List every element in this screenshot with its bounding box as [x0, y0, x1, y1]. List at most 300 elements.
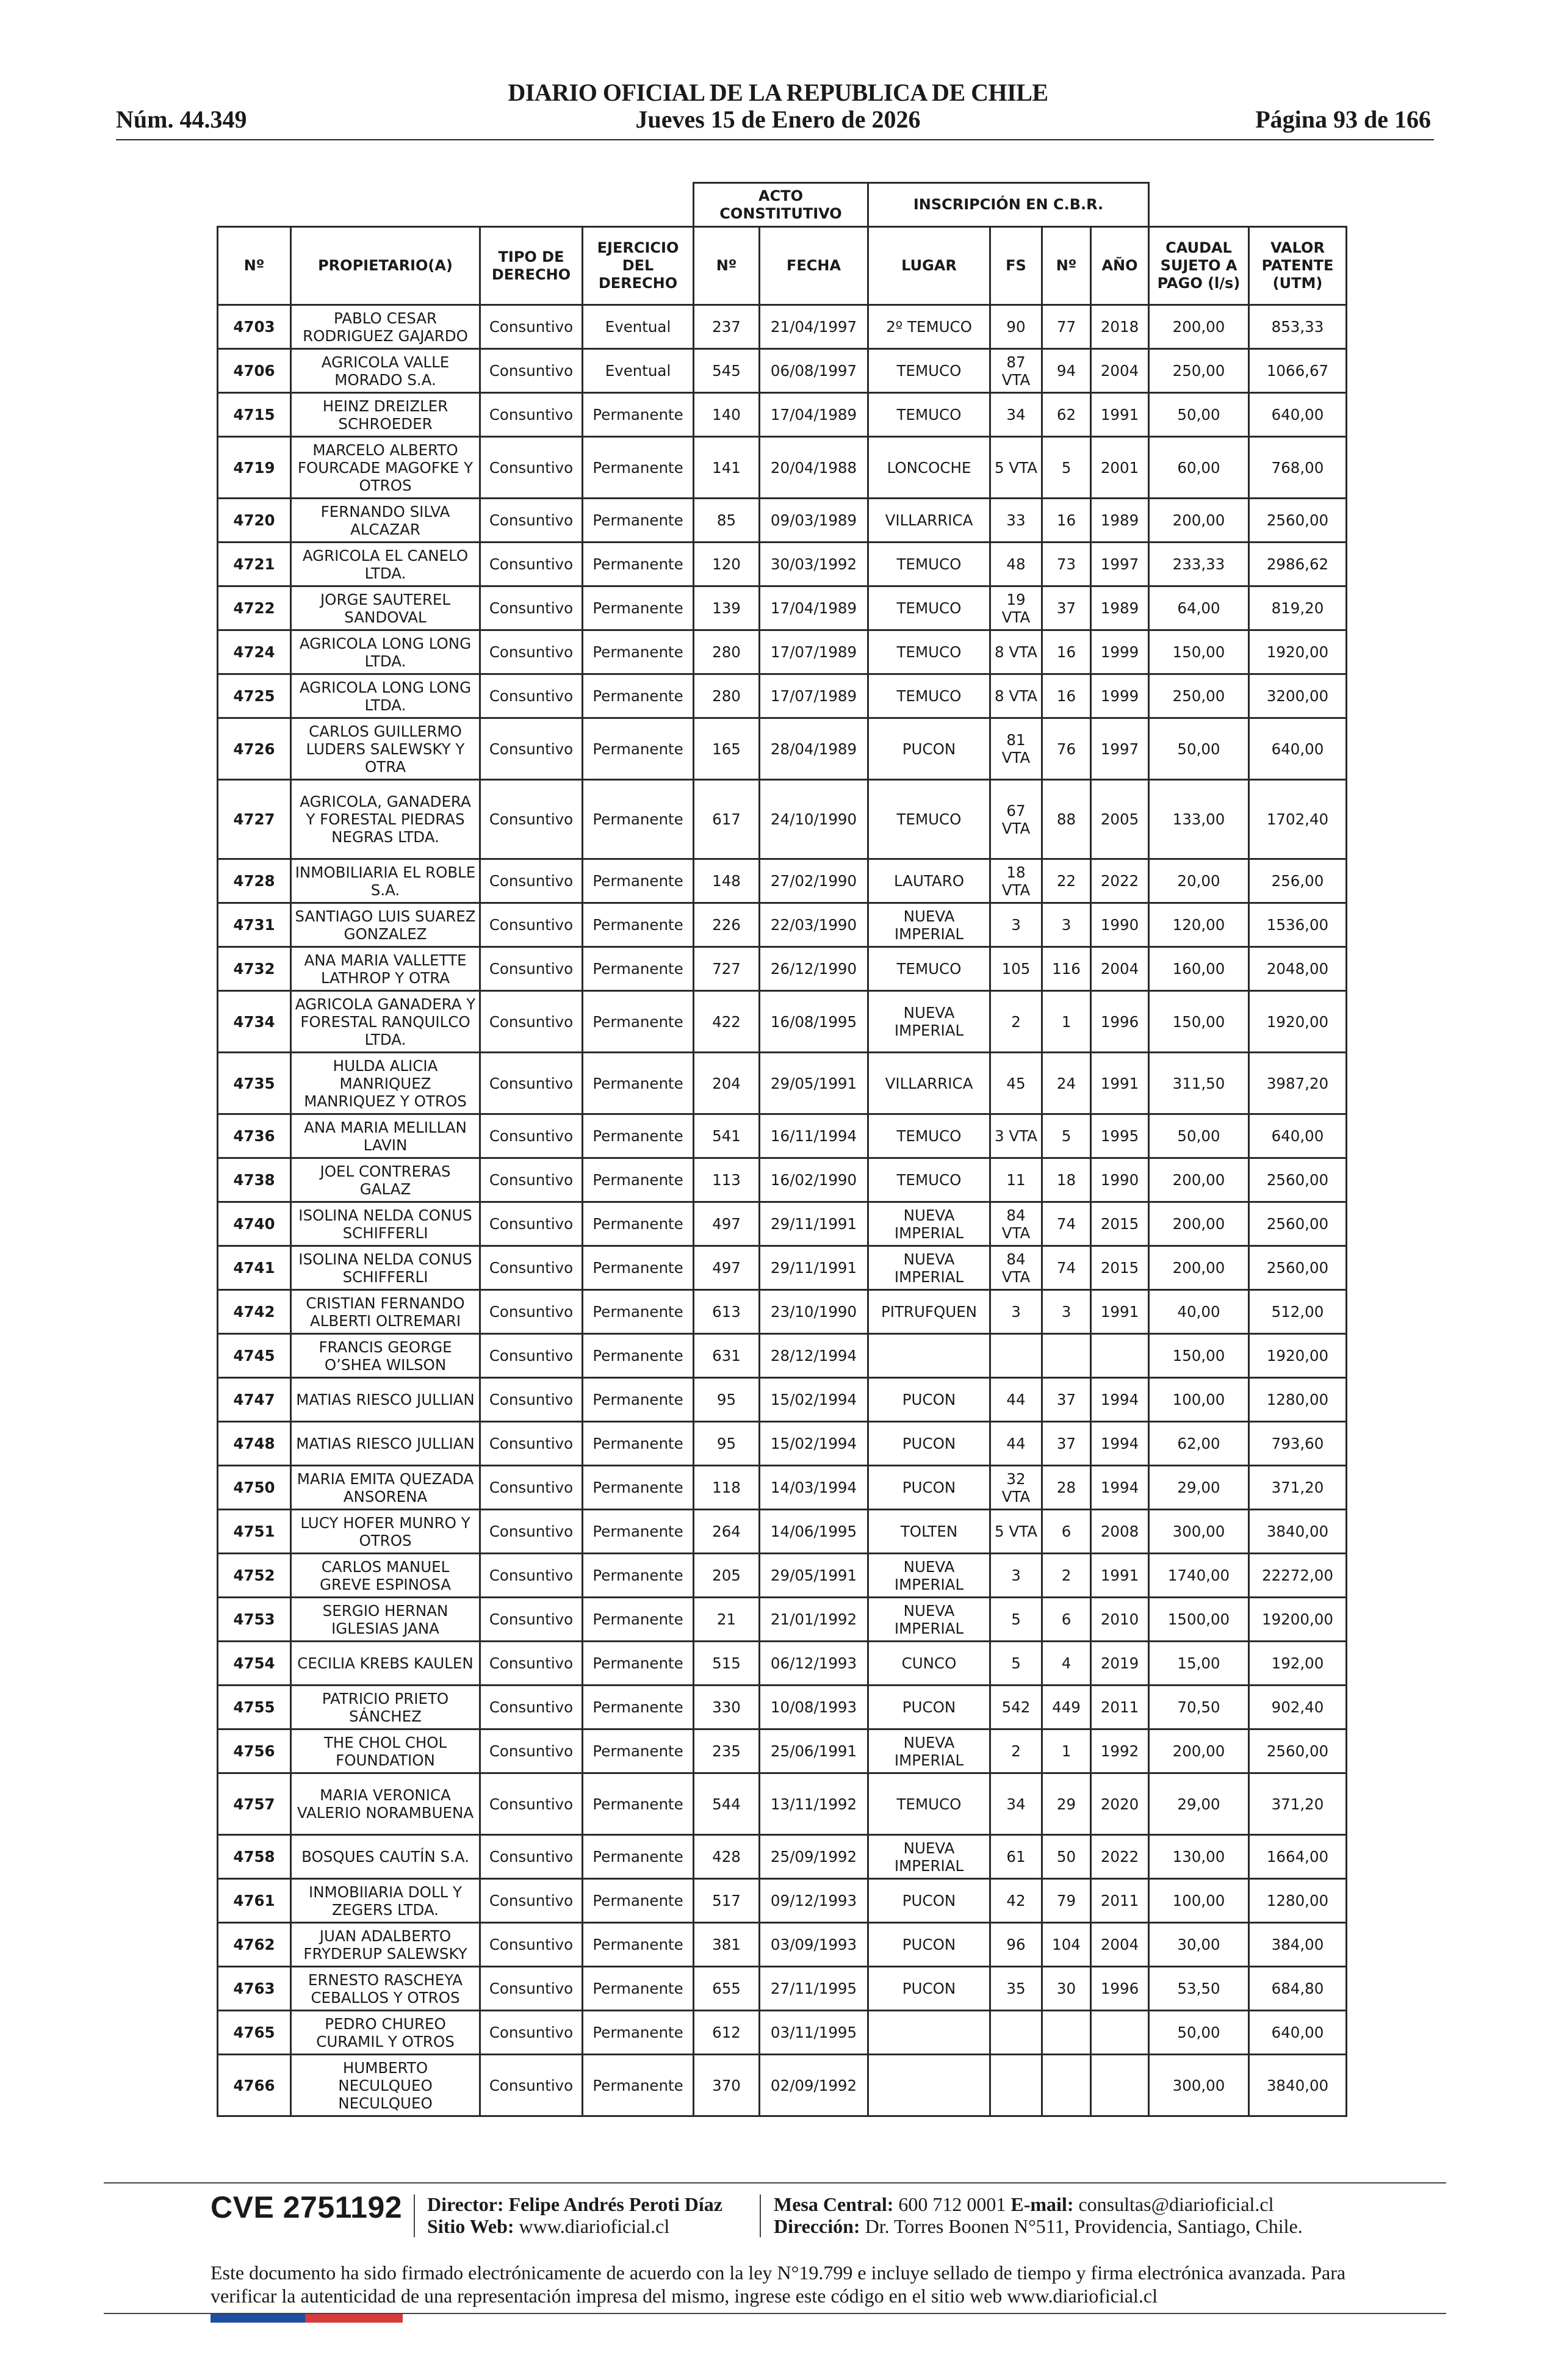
cell-fs: 42: [990, 1879, 1042, 1923]
cell-right-type: Consuntivo: [480, 305, 583, 349]
table-row: [218, 437, 1347, 499]
cell-date: 09/03/1989: [760, 499, 868, 543]
cell-patent-value: 640,00: [1249, 393, 1347, 437]
cell-date: 24/10/1990: [760, 780, 868, 859]
cell-date: 29/05/1991: [760, 1053, 868, 1114]
cell-year: 2004: [1091, 947, 1149, 991]
cell-patent-value: 1536,00: [1249, 903, 1347, 947]
cell-year: 2004: [1091, 1923, 1149, 1967]
cell-flow: 20,00: [1149, 859, 1249, 903]
cell-flow: 50,00: [1149, 718, 1249, 780]
cell-inscription-number: 1: [1042, 1729, 1091, 1773]
col-header-exercise: EJERCICIO DEL DERECHO: [583, 227, 694, 305]
cell-inscription-number: 24: [1042, 1053, 1091, 1114]
cell-place: TEMUCO: [868, 543, 990, 586]
cell-number: 4735: [218, 1053, 291, 1114]
cell-inscription-number: 94: [1042, 349, 1091, 393]
cell-patent-value: 768,00: [1249, 437, 1347, 499]
cell-place: PUCON: [868, 1378, 990, 1422]
cell-place: [868, 1334, 990, 1378]
col-header-number: Nº: [218, 227, 291, 305]
cell-inscription-number: 73: [1042, 543, 1091, 586]
cell-flow: 1740,00: [1149, 1554, 1249, 1598]
cell-date: 17/04/1989: [760, 393, 868, 437]
cell-owner: SANTIAGO LUIS SUAREZ GONZALEZ: [291, 903, 480, 947]
cell-patent-value: 3840,00: [1249, 1510, 1347, 1554]
blank-header-cell: [1149, 183, 1347, 227]
cell-act-number: 95: [694, 1378, 760, 1422]
cell-year: 1999: [1091, 674, 1149, 718]
cell-fs: 45: [990, 1053, 1042, 1114]
cell-fs: 48: [990, 543, 1042, 586]
cell-number: 4742: [218, 1290, 291, 1334]
cell-date: 16/08/1995: [760, 991, 868, 1053]
cell-act-number: 655: [694, 1967, 760, 2011]
cell-date: 29/05/1991: [760, 1554, 868, 1598]
cell-exercise: Permanente: [583, 1554, 694, 1598]
cell-exercise: Permanente: [583, 1729, 694, 1773]
cell-act-number: 237: [694, 305, 760, 349]
cell-flow: 100,00: [1149, 1879, 1249, 1923]
website-label: Sitio Web:: [427, 2215, 514, 2237]
cell-fs: 5: [990, 1598, 1042, 1642]
cell-inscription-number: 4: [1042, 1642, 1091, 1686]
cell-act-number: 613: [694, 1290, 760, 1334]
cell-fs: 11: [990, 1158, 1042, 1202]
cell-year: 2020: [1091, 1773, 1149, 1835]
cell-date: 25/06/1991: [760, 1729, 868, 1773]
cell-date: 28/04/1989: [760, 718, 868, 780]
cell-exercise: Permanente: [583, 1598, 694, 1642]
cell-flow: 120,00: [1149, 903, 1249, 947]
cell-patent-value: 819,20: [1249, 586, 1347, 630]
cell-fs: 2: [990, 991, 1042, 1053]
cell-year: 2022: [1091, 1835, 1149, 1879]
cell-right-type: Consuntivo: [480, 674, 583, 718]
cell-right-type: Consuntivo: [480, 1686, 583, 1729]
cell-number: 4754: [218, 1642, 291, 1686]
cell-act-number: 612: [694, 2011, 760, 2055]
cell-number: 4726: [218, 718, 291, 780]
cell-fs: 18 VTA: [990, 859, 1042, 903]
cell-owner: AGRICOLA EL CANELO LTDA.: [291, 543, 480, 586]
table-row: [218, 1642, 1347, 1686]
cell-act-number: 517: [694, 1879, 760, 1923]
cell-date: 14/06/1995: [760, 1510, 868, 1554]
table-row: [218, 1967, 1347, 2011]
cell-year: 1994: [1091, 1466, 1149, 1510]
table-body: [218, 305, 1347, 2116]
cell-act-number: 381: [694, 1923, 760, 1967]
cell-exercise: Permanente: [583, 1642, 694, 1686]
cell-patent-value: 3987,20: [1249, 1053, 1347, 1114]
cell-exercise: Permanente: [583, 1114, 694, 1158]
table-row: [218, 1114, 1347, 1158]
cell-date: 15/02/1994: [760, 1378, 868, 1422]
cell-exercise: Permanente: [583, 1686, 694, 1729]
cell-fs: 44: [990, 1422, 1042, 1466]
cell-patent-value: 512,00: [1249, 1290, 1347, 1334]
cell-patent-value: 3840,00: [1249, 2055, 1347, 2116]
cell-inscription-number: 449: [1042, 1686, 1091, 1729]
cell-act-number: 204: [694, 1053, 760, 1114]
email-link[interactable]: consultas@diarioficial.cl: [1078, 2193, 1274, 2215]
cell-exercise: Permanente: [583, 1967, 694, 2011]
footer-separator: [414, 2194, 415, 2237]
cell-owner: CARLOS MANUEL GREVE ESPINOSA: [291, 1554, 480, 1598]
cell-fs: 105: [990, 947, 1042, 991]
cell-patent-value: 192,00: [1249, 1642, 1347, 1686]
cell-right-type: Consuntivo: [480, 1053, 583, 1114]
cell-owner: CARLOS GUILLERMO LUDERS SALEWSKY Y OTRA: [291, 718, 480, 780]
table-row: [218, 1686, 1347, 1729]
cell-right-type: Consuntivo: [480, 499, 583, 543]
table-row: [218, 947, 1347, 991]
cell-date: 23/10/1990: [760, 1290, 868, 1334]
cell-date: 29/11/1991: [760, 1246, 868, 1290]
table-row: [218, 1202, 1347, 1246]
cell-inscription-number: 37: [1042, 1422, 1091, 1466]
cell-fs: 5: [990, 1642, 1042, 1686]
cell-owner: HEINZ DREIZLER SCHROEDER: [291, 393, 480, 437]
cell-patent-value: 640,00: [1249, 2011, 1347, 2055]
cell-year: 2010: [1091, 1598, 1149, 1642]
cell-exercise: Permanente: [583, 718, 694, 780]
cell-flow: 200,00: [1149, 1729, 1249, 1773]
director-name: Felipe Andrés Peroti Díaz: [508, 2193, 722, 2215]
table-row: [218, 1554, 1347, 1598]
cell-exercise: Eventual: [583, 305, 694, 349]
cell-place: TEMUCO: [868, 947, 990, 991]
cve-code: CVE 2751192: [211, 2190, 403, 2224]
cell-number: 4715: [218, 393, 291, 437]
cell-right-type: Consuntivo: [480, 1554, 583, 1598]
cell-inscription-number: [1042, 2055, 1091, 2116]
col-header-inscription-number: Nº: [1042, 227, 1091, 305]
address-text: Dr. Torres Boonen N°511, Providencia, Santiago, Chile.: [865, 2215, 1303, 2237]
cell-patent-value: 1280,00: [1249, 1378, 1347, 1422]
table-row: [218, 630, 1347, 674]
cell-act-number: 165: [694, 718, 760, 780]
cell-exercise: Permanente: [583, 586, 694, 630]
cell-exercise: Permanente: [583, 859, 694, 903]
cell-number: 4752: [218, 1554, 291, 1598]
cell-patent-value: 2560,00: [1249, 1158, 1347, 1202]
cell-fs: 3 VTA: [990, 1114, 1042, 1158]
cell-right-type: Consuntivo: [480, 1158, 583, 1202]
cell-flow: 60,00: [1149, 437, 1249, 499]
cell-fs: 2: [990, 1729, 1042, 1773]
cell-owner: HULDA ALICIA MANRIQUEZ MANRIQUEZ Y OTROS: [291, 1053, 480, 1114]
cell-flow: 30,00: [1149, 1923, 1249, 1967]
cell-owner: ANA MARIA VALLETTE LATHROP Y OTRA: [291, 947, 480, 991]
cell-date: 22/03/1990: [760, 903, 868, 947]
cell-fs: 87 VTA: [990, 349, 1042, 393]
cell-act-number: 118: [694, 1466, 760, 1510]
table-row: [218, 1378, 1347, 1422]
cell-flow: 64,00: [1149, 586, 1249, 630]
cell-inscription-number: 29: [1042, 1773, 1091, 1835]
table-row: [218, 1773, 1347, 1835]
cell-flow: 62,00: [1149, 1422, 1249, 1466]
cell-inscription-number: 37: [1042, 586, 1091, 630]
cell-fs: 84 VTA: [990, 1246, 1042, 1290]
cell-inscription-number: 116: [1042, 947, 1091, 991]
cell-exercise: Permanente: [583, 499, 694, 543]
cell-right-type: Consuntivo: [480, 1114, 583, 1158]
cell-flow: 50,00: [1149, 1114, 1249, 1158]
cell-owner: MATIAS RIESCO JULLIAN: [291, 1422, 480, 1466]
col-header-fs: FS: [990, 227, 1042, 305]
cell-right-type: Consuntivo: [480, 1773, 583, 1835]
cell-fs: 96: [990, 1923, 1042, 1967]
cell-act-number: 226: [694, 903, 760, 947]
cell-number: 4724: [218, 630, 291, 674]
cell-act-number: 205: [694, 1554, 760, 1598]
cell-act-number: 330: [694, 1686, 760, 1729]
cell-place: TEMUCO: [868, 1114, 990, 1158]
cell-flow: 150,00: [1149, 1334, 1249, 1378]
cell-place: TEMUCO: [868, 586, 990, 630]
cell-exercise: Permanente: [583, 1773, 694, 1835]
cell-fs: 35: [990, 1967, 1042, 2011]
cell-act-number: 545: [694, 349, 760, 393]
cell-right-type: Consuntivo: [480, 543, 583, 586]
cell-flow: 311,50: [1149, 1053, 1249, 1114]
chile-flag-bar: [211, 2314, 403, 2323]
cell-act-number: 541: [694, 1114, 760, 1158]
table-row: [218, 1879, 1347, 1923]
cell-place: [868, 2055, 990, 2116]
cell-number: 4732: [218, 947, 291, 991]
cell-patent-value: 1664,00: [1249, 1835, 1347, 1879]
footer-separator: [760, 2194, 761, 2237]
cell-inscription-number: 74: [1042, 1246, 1091, 1290]
cell-owner: SERGIO HERNAN IGLESIAS JANA: [291, 1598, 480, 1642]
cell-number: 4762: [218, 1923, 291, 1967]
cell-right-type: Consuntivo: [480, 437, 583, 499]
cell-number: 4706: [218, 349, 291, 393]
cell-flow: 40,00: [1149, 1290, 1249, 1334]
cell-flow: 15,00: [1149, 1642, 1249, 1686]
cell-exercise: Permanente: [583, 1053, 694, 1114]
cell-inscription-number: 2: [1042, 1554, 1091, 1598]
cell-fs: 5 VTA: [990, 1510, 1042, 1554]
cell-inscription-number: 16: [1042, 674, 1091, 718]
cell-act-number: 235: [694, 1729, 760, 1773]
cell-place: 2º TEMUCO: [868, 305, 990, 349]
cell-date: 06/12/1993: [760, 1642, 868, 1686]
cell-act-number: 140: [694, 393, 760, 437]
cell-act-number: 21: [694, 1598, 760, 1642]
cell-flow: 133,00: [1149, 780, 1249, 859]
cell-exercise: Permanente: [583, 947, 694, 991]
cell-act-number: 113: [694, 1158, 760, 1202]
cell-exercise: Permanente: [583, 437, 694, 499]
col-header-right-type: TIPO DE DERECHO: [480, 227, 583, 305]
issue-date: Jueves 15 de Enero de 2026: [635, 106, 921, 133]
cell-number: 4761: [218, 1879, 291, 1923]
cell-flow: 50,00: [1149, 2011, 1249, 2055]
cell-number: 4763: [218, 1967, 291, 2011]
cell-owner: THE CHOL CHOL FOUNDATION: [291, 1729, 480, 1773]
cell-fs: 34: [990, 393, 1042, 437]
table-row: [218, 543, 1347, 586]
director-line: [427, 2193, 722, 2216]
cell-place: TEMUCO: [868, 1773, 990, 1835]
cell-number: 4745: [218, 1334, 291, 1378]
cell-date: 09/12/1993: [760, 1879, 868, 1923]
table-row: [218, 991, 1347, 1053]
cell-owner: HUMBERTO NECULQUEO NECULQUEO: [291, 2055, 480, 2116]
website-link[interactable]: www.diarioficial.cl: [519, 2215, 670, 2237]
cell-date: 15/02/1994: [760, 1422, 868, 1466]
cell-year: 2001: [1091, 437, 1149, 499]
cell-owner: FRANCIS GEORGE O’SHEA WILSON: [291, 1334, 480, 1378]
cell-fs: 5 VTA: [990, 437, 1042, 499]
cell-place: TEMUCO: [868, 393, 990, 437]
cell-patent-value: 256,00: [1249, 859, 1347, 903]
cell-fs: [990, 1334, 1042, 1378]
cell-patent-value: 793,60: [1249, 1422, 1347, 1466]
col-header-flow: CAUDAL SUJETO A PAGO (l/s): [1149, 227, 1249, 305]
col-header-act-number: Nº: [694, 227, 760, 305]
cell-owner: JUAN ADALBERTO FRYDERUP SALEWSKY: [291, 1923, 480, 1967]
cell-date: 21/01/1992: [760, 1598, 868, 1642]
cell-place: PUCON: [868, 1967, 990, 2011]
flag-blue-segment: [211, 2314, 305, 2323]
cell-act-number: 428: [694, 1835, 760, 1879]
cell-number: 4748: [218, 1422, 291, 1466]
cell-date: 21/04/1997: [760, 305, 868, 349]
col-header-date: FECHA: [760, 227, 868, 305]
cell-right-type: Consuntivo: [480, 1466, 583, 1510]
cell-number: 4731: [218, 903, 291, 947]
cell-date: 28/12/1994: [760, 1334, 868, 1378]
cell-date: 02/09/1992: [760, 2055, 868, 2116]
cell-fs: 8 VTA: [990, 674, 1042, 718]
cell-patent-value: 2560,00: [1249, 1729, 1347, 1773]
cell-year: 1990: [1091, 1158, 1149, 1202]
cell-flow: 300,00: [1149, 2055, 1249, 2116]
issue-number: Núm. 44.349: [116, 106, 247, 133]
cell-fs: 67 VTA: [990, 780, 1042, 859]
cell-patent-value: 2560,00: [1249, 1246, 1347, 1290]
cell-inscription-number: 5: [1042, 1114, 1091, 1158]
cell-number: 4747: [218, 1378, 291, 1422]
cell-place: PITRUFQUEN: [868, 1290, 990, 1334]
cell-place: PUCON: [868, 1466, 990, 1510]
cell-inscription-number: 6: [1042, 1598, 1091, 1642]
water-rights-table: [217, 182, 1347, 2117]
cell-year: 1994: [1091, 1378, 1149, 1422]
cell-inscription-number: 77: [1042, 305, 1091, 349]
cell-number: 4765: [218, 2011, 291, 2055]
mesa-label: Mesa Central:: [774, 2193, 894, 2215]
cell-right-type: Consuntivo: [480, 1835, 583, 1879]
cell-year: [1091, 2011, 1149, 2055]
cell-exercise: Eventual: [583, 349, 694, 393]
cell-inscription-number: 3: [1042, 1290, 1091, 1334]
cell-fs: 3: [990, 903, 1042, 947]
cell-right-type: Consuntivo: [480, 1290, 583, 1334]
cell-flow: 150,00: [1149, 991, 1249, 1053]
cell-date: 29/11/1991: [760, 1202, 868, 1246]
cell-right-type: Consuntivo: [480, 2055, 583, 2116]
cell-owner: JOEL CONTRERAS GALAZ: [291, 1158, 480, 1202]
cell-exercise: Permanente: [583, 1158, 694, 1202]
cell-act-number: 631: [694, 1334, 760, 1378]
cell-fs: 3: [990, 1554, 1042, 1598]
water-rights-table-container: [217, 182, 1347, 2117]
cell-number: 4740: [218, 1202, 291, 1246]
cell-owner: BOSQUES CAUTÍN S.A.: [291, 1835, 480, 1879]
cell-year: 1990: [1091, 903, 1149, 947]
cell-place: LAUTARO: [868, 859, 990, 903]
cell-patent-value: 2048,00: [1249, 947, 1347, 991]
cell-place: [868, 2011, 990, 2055]
table-row: [218, 1246, 1347, 1290]
cell-exercise: Permanente: [583, 543, 694, 586]
cell-owner: LUCY HOFER MUNRO Y OTROS: [291, 1510, 480, 1554]
cell-number: 4750: [218, 1466, 291, 1510]
cell-place: TEMUCO: [868, 780, 990, 859]
cell-right-type: Consuntivo: [480, 586, 583, 630]
cell-patent-value: 640,00: [1249, 1114, 1347, 1158]
cell-right-type: Consuntivo: [480, 1598, 583, 1642]
cell-act-number: 95: [694, 1422, 760, 1466]
cell-flow: 250,00: [1149, 349, 1249, 393]
cell-patent-value: 22272,00: [1249, 1554, 1347, 1598]
cell-number: 4727: [218, 780, 291, 859]
table-row: [218, 2011, 1347, 2055]
cell-exercise: Permanente: [583, 780, 694, 859]
cell-right-type: Consuntivo: [480, 1879, 583, 1923]
cell-number: 4722: [218, 586, 291, 630]
cell-owner: ERNESTO RASCHEYA CEBALLOS Y OTROS: [291, 1967, 480, 2011]
mesa-phone: 600 712 0001: [898, 2193, 1006, 2215]
cell-flow: 50,00: [1149, 393, 1249, 437]
cell-act-number: 617: [694, 780, 760, 859]
cell-date: 13/11/1992: [760, 1773, 868, 1835]
cell-date: 03/09/1993: [760, 1923, 868, 1967]
cell-act-number: 497: [694, 1202, 760, 1246]
cell-owner: MATIAS RIESCO JULLIAN: [291, 1378, 480, 1422]
cell-place: TEMUCO: [868, 674, 990, 718]
cell-fs: [990, 2011, 1042, 2055]
cell-date: 30/03/1992: [760, 543, 868, 586]
cell-year: 2022: [1091, 859, 1149, 903]
cell-place: PUCON: [868, 1923, 990, 1967]
cell-inscription-number: 76: [1042, 718, 1091, 780]
col-header-place: LUGAR: [868, 227, 990, 305]
cell-number: 4751: [218, 1510, 291, 1554]
cell-patent-value: 640,00: [1249, 718, 1347, 780]
cell-date: 27/11/1995: [760, 1967, 868, 2011]
acto-constitutivo-header: ACTO CONSTITUTIVO: [694, 183, 868, 227]
cell-inscription-number: [1042, 1334, 1091, 1378]
cell-year: 1989: [1091, 586, 1149, 630]
cell-flow: 200,00: [1149, 1202, 1249, 1246]
cell-act-number: 727: [694, 947, 760, 991]
cell-flow: 200,00: [1149, 1158, 1249, 1202]
cell-act-number: 120: [694, 543, 760, 586]
cell-patent-value: 2560,00: [1249, 1202, 1347, 1246]
cell-exercise: Permanente: [583, 1835, 694, 1879]
cell-year: 1991: [1091, 1290, 1149, 1334]
table-row: [218, 1923, 1347, 1967]
cell-inscription-number: 88: [1042, 780, 1091, 859]
